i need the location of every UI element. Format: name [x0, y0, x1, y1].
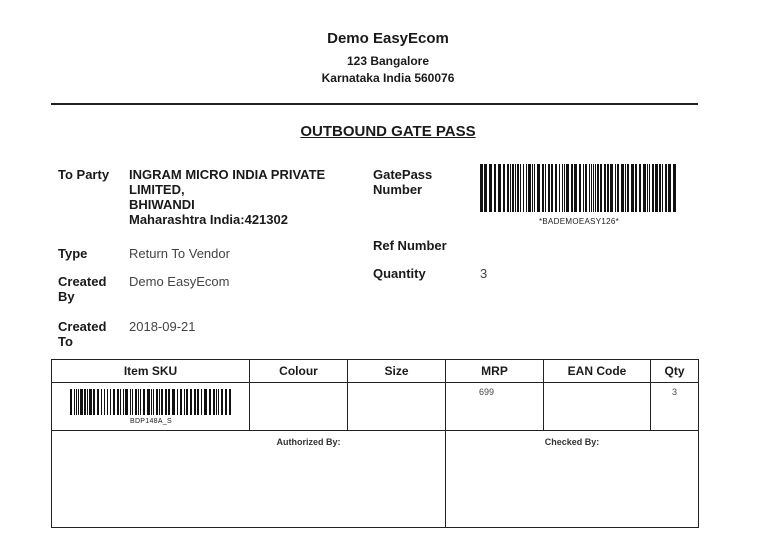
barcode-bar: [76, 389, 77, 415]
barcode-bar: [604, 164, 606, 212]
barcode-bar: [190, 389, 192, 415]
barcode-bar: [484, 164, 487, 212]
barcode-bar: [559, 164, 560, 212]
barcode-bar: [617, 164, 619, 212]
barcode-bar: [662, 164, 663, 212]
barcode-bar: [78, 389, 79, 415]
barcode-bar: [647, 164, 648, 212]
barcode-bar: [213, 389, 215, 415]
barcode-bar: [180, 389, 182, 415]
barcode-bar: [498, 164, 501, 212]
barcode-bar: [209, 389, 211, 415]
col-header-qty: Qty: [651, 360, 699, 383]
gatepass-barcode-text: *BADEMOEASY126*: [538, 217, 620, 226]
barcode-bar: [186, 389, 188, 415]
items-table: [51, 359, 699, 528]
barcode-bar: [655, 164, 658, 212]
col-header-size: Size: [348, 360, 446, 383]
barcode-bar: [526, 164, 527, 212]
barcode-bar: [673, 164, 676, 212]
barcode-bar: [668, 164, 671, 212]
table-row: [52, 383, 699, 431]
barcode-bar: [117, 389, 119, 415]
barcode-bar: [229, 389, 231, 415]
barcode-bar: [84, 389, 86, 415]
mrp-value: 699: [479, 387, 495, 397]
barcode-bar: [520, 164, 521, 212]
barcode-bar: [130, 389, 131, 415]
barcode-bar: [120, 389, 121, 415]
qty-value: 3: [671, 387, 677, 397]
barcode-bar: [216, 389, 217, 415]
barcode-bar: [507, 164, 509, 212]
barcode-bar: [74, 389, 75, 415]
barcode-bar: [571, 164, 573, 212]
barcode-bar: [123, 389, 124, 415]
created-by-value: Demo EasyEcom: [129, 274, 230, 289]
barcode-bar: [523, 164, 524, 212]
address-line-1: 123 Bangalore: [346, 54, 430, 68]
barcode-bar: [589, 164, 590, 212]
barcode-bar: [566, 164, 569, 212]
barcode-bar: [635, 164, 637, 212]
barcode-bar: [201, 389, 202, 415]
barcode-bar: [607, 164, 609, 212]
cell-size: [348, 383, 446, 431]
type-value: Return To Vendor: [129, 246, 230, 261]
barcode-bar: [80, 389, 83, 415]
barcode-bar: [177, 389, 178, 415]
barcode-bar: [564, 164, 565, 212]
barcode-bar: [87, 389, 88, 415]
barcode-bar: [551, 164, 553, 212]
barcode-bar: [101, 389, 102, 415]
barcode-bar: [600, 164, 602, 212]
sku-barcode: [52, 383, 249, 425]
cell-item-sku: [52, 383, 250, 431]
barcode-bar: [172, 389, 175, 415]
barcode-bar: [591, 164, 592, 212]
barcode-bar: [639, 164, 641, 212]
barcode-bar: [649, 164, 650, 212]
barcode-bar: [140, 389, 141, 415]
to-party-label: To Party: [58, 167, 110, 182]
barcode-bar: [615, 164, 616, 212]
cell-ean-code: [544, 383, 651, 431]
created-by-label: Created By: [58, 274, 107, 304]
barcode-bar: [494, 164, 496, 212]
barcode-bar: [597, 164, 599, 212]
gatepass-barcode: [480, 164, 678, 226]
checked-by-label: Checked By:: [544, 437, 600, 447]
col-header-mrp: MRP: [446, 360, 544, 383]
barcode-bar: [107, 389, 108, 415]
barcode-bar: [510, 164, 511, 212]
barcode-bar: [503, 164, 505, 212]
barcode-bar: [110, 389, 111, 415]
barcode-bar: [621, 164, 624, 212]
sku-barcode-bars: [70, 389, 232, 415]
barcode-bar: [585, 164, 587, 212]
gatepass-number-label: GatePass Number: [373, 167, 433, 197]
barcode-bar: [156, 389, 158, 415]
barcode-bar: [70, 389, 72, 415]
barcode-bar: [532, 164, 533, 212]
barcode-bar: [517, 164, 519, 212]
type-label: Type: [58, 246, 88, 261]
barcode-bar: [153, 389, 154, 415]
barcode-bar: [512, 164, 514, 212]
cell-colour: [250, 383, 348, 431]
barcode-bar: [138, 389, 139, 415]
barcode-bar: [184, 389, 185, 415]
barcode-bar: [574, 164, 577, 212]
gatepass-barcode-bars: [480, 164, 678, 212]
barcode-bar: [97, 389, 99, 415]
ref-number-label: Ref Number: [373, 238, 447, 253]
barcode-bar: [161, 389, 163, 415]
col-header-ean-code: EAN Code: [544, 360, 651, 383]
barcode-bar: [204, 389, 207, 415]
barcode-bar: [595, 164, 596, 212]
barcode-bar: [218, 389, 219, 415]
barcode-bar: [197, 389, 199, 415]
barcode-bar: [221, 389, 223, 415]
created-to-label: Created To: [58, 319, 107, 349]
barcode-bar: [515, 164, 516, 212]
barcode-bar: [135, 389, 137, 415]
barcode-bar: [104, 389, 105, 415]
checked-by-cell: [446, 431, 699, 528]
barcode-bar: [194, 389, 196, 415]
barcode-bar: [159, 389, 160, 415]
barcode-bar: [113, 389, 115, 415]
barcode-bar: [631, 164, 634, 212]
barcode-bar: [489, 164, 492, 212]
sku-barcode-text: BDP148A_S: [129, 418, 172, 425]
barcode-bar: [593, 164, 594, 212]
barcode-bar: [165, 389, 167, 415]
cell-mrp: [446, 383, 544, 431]
header-divider: [51, 103, 698, 105]
to-party-value: [129, 167, 325, 227]
address-line-2: Karnataka India 560076: [321, 71, 455, 85]
barcode-bar: [225, 389, 227, 415]
quantity-label: Quantity: [373, 266, 426, 281]
to-party-line: INGRAM MICRO INDIA PRIVATE: [129, 167, 326, 182]
to-party-line: BHIWANDI: [129, 197, 195, 212]
barcode-bar: [147, 389, 150, 415]
barcode-bar: [534, 164, 535, 212]
to-party-line: LIMITED,: [129, 182, 185, 197]
barcode-bar: [151, 389, 152, 415]
created-to-value: 2018-09-21: [129, 319, 196, 334]
barcode-bar: [627, 164, 629, 212]
to-party-line: Maharashtra India:421302: [129, 212, 288, 227]
barcode-bar: [480, 164, 483, 212]
barcode-bar: [562, 164, 563, 212]
document-title: OUTBOUND GATE PASS: [300, 123, 476, 140]
authorized-by-cell: [52, 431, 446, 528]
barcode-bar: [643, 164, 646, 212]
barcode-bar: [545, 164, 546, 212]
barcode-bar: [665, 164, 667, 212]
barcode-bar: [93, 389, 95, 415]
quantity-value: 3: [480, 266, 488, 281]
cell-qty: [651, 383, 699, 431]
barcode-bar: [610, 164, 613, 212]
authorized-by-label: Authorized By:: [276, 437, 341, 447]
barcode-bar: [583, 164, 584, 212]
barcode-bar: [132, 389, 133, 415]
barcode-bar: [652, 164, 654, 212]
barcode-bar: [659, 164, 661, 212]
company-name: Demo EasyEcom: [327, 30, 449, 47]
barcode-bar: [143, 389, 145, 415]
col-header-colour: Colour: [250, 360, 348, 383]
barcode-bar: [89, 389, 92, 415]
barcode-bar: [528, 164, 531, 212]
barcode-bar: [125, 389, 128, 415]
barcode-bar: [537, 164, 540, 212]
barcode-bar: [555, 164, 557, 212]
barcode-bar: [548, 164, 550, 212]
barcode-bar: [542, 164, 544, 212]
barcode-bar: [625, 164, 626, 212]
table-header-row: [52, 360, 699, 383]
signature-row: [52, 431, 699, 528]
col-header-item-sku: Item SKU: [52, 360, 250, 383]
barcode-bar: [579, 164, 581, 212]
barcode-bar: [168, 389, 170, 415]
